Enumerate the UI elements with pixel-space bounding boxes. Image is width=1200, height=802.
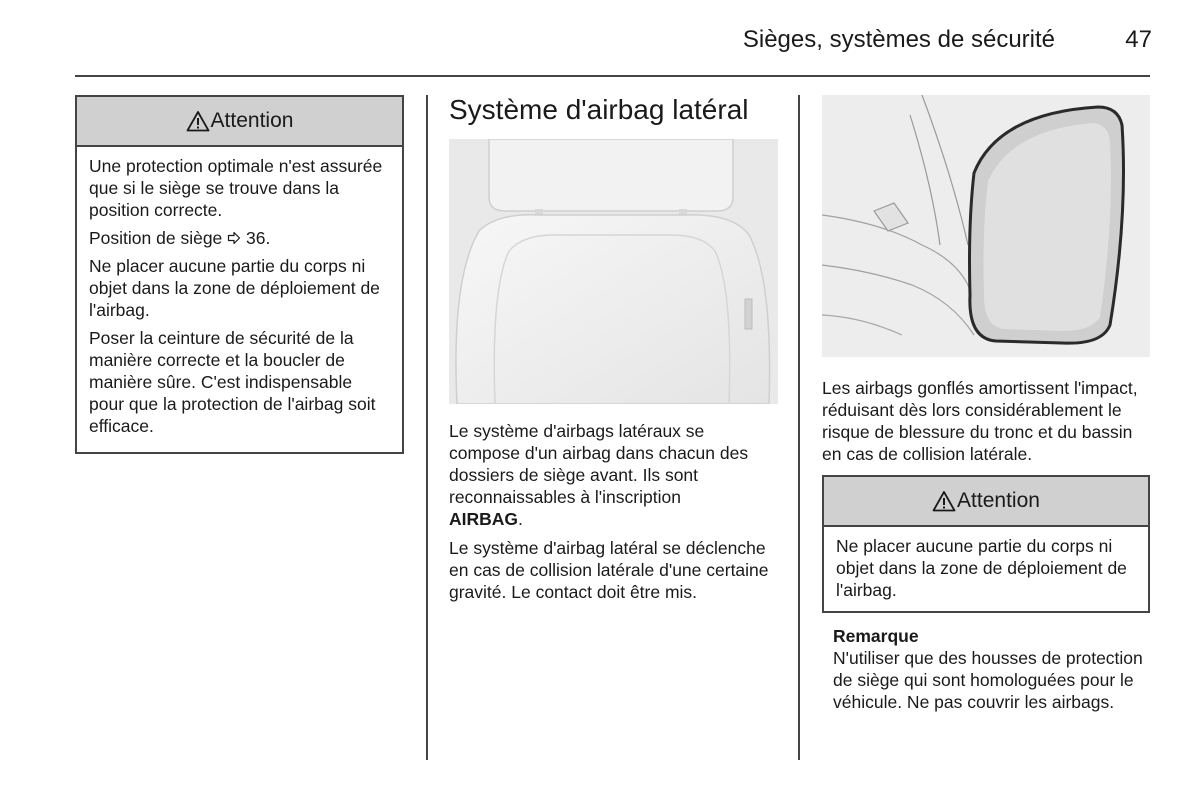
page-reference-arrow-icon bbox=[227, 231, 241, 245]
warning-triangle-icon bbox=[932, 490, 956, 512]
warning-paragraph-reference bbox=[89, 227, 390, 249]
warning-title: Attention bbox=[957, 489, 1040, 512]
warning-box-header bbox=[824, 477, 1148, 527]
note-title: Remarque bbox=[833, 626, 919, 646]
reference-text: Position de siège bbox=[89, 228, 223, 248]
page-number: 47 bbox=[1125, 26, 1152, 53]
warning-paragraph: Ne placer aucune partie du corps ni objet dans la zone de déploiement de l'airbag. bbox=[836, 536, 1127, 600]
note-text: N'utiliser que des housses de protection de siège qui sont homologuées pour le véhicule. Ne pas couvrir les airbags. bbox=[833, 648, 1143, 712]
section-title: Système d'airbag latéral bbox=[449, 94, 749, 125]
page-header-title: Sièges, systèmes de sécurité bbox=[742, 26, 1055, 53]
warning-paragraph: Une protection optimale n'est assurée que si le siège se trouve dans la position correcte. bbox=[89, 156, 383, 220]
section-body bbox=[449, 420, 779, 610]
header-rule bbox=[75, 75, 1150, 77]
warning-triangle-icon bbox=[186, 110, 210, 132]
reference-page: 36. bbox=[246, 228, 271, 248]
warning-paragraph: Ne placer aucune partie du corps ni objet dans la zone de déploiement de l'airbag. bbox=[89, 256, 380, 320]
figure-caption: Les airbags gonflés amortissent l'impact, réduisant dès lors considérablement le risque de blessure du tronc et du bassin en cas de collision latérale. bbox=[822, 378, 1138, 464]
body-text: Le système d'airbags latéraux se compose d'un airbag dans chacun des dossiers de siège avant. Ils sont reconnaissables à l'inscription bbox=[449, 421, 749, 507]
column-divider-right bbox=[798, 95, 800, 760]
column-divider-left bbox=[426, 95, 428, 760]
warning-box-left bbox=[75, 95, 404, 454]
warning-box-right bbox=[822, 475, 1150, 613]
warning-paragraph: Poser la ceinture de sécurité de la manière correcte et la boucler de manière sûre. C'est indispensable pour que la protection de l'airbag soit efficace. bbox=[89, 328, 376, 436]
seat-backrest-illustration bbox=[449, 139, 778, 404]
body-paragraph bbox=[449, 420, 779, 530]
body-paragraph: Le système d'airbag latéral se déclenche en cas de collision latérale d'une certaine gravité. Le contact doit être mis. bbox=[449, 538, 769, 602]
airbag-inscription: AIRBAG bbox=[449, 509, 519, 529]
body-text-end: . bbox=[518, 509, 523, 529]
inflated-side-airbag-illustration bbox=[822, 95, 1150, 357]
warning-title: Attention bbox=[210, 109, 294, 132]
warning-box-header bbox=[77, 97, 402, 147]
note-block bbox=[833, 625, 1153, 713]
